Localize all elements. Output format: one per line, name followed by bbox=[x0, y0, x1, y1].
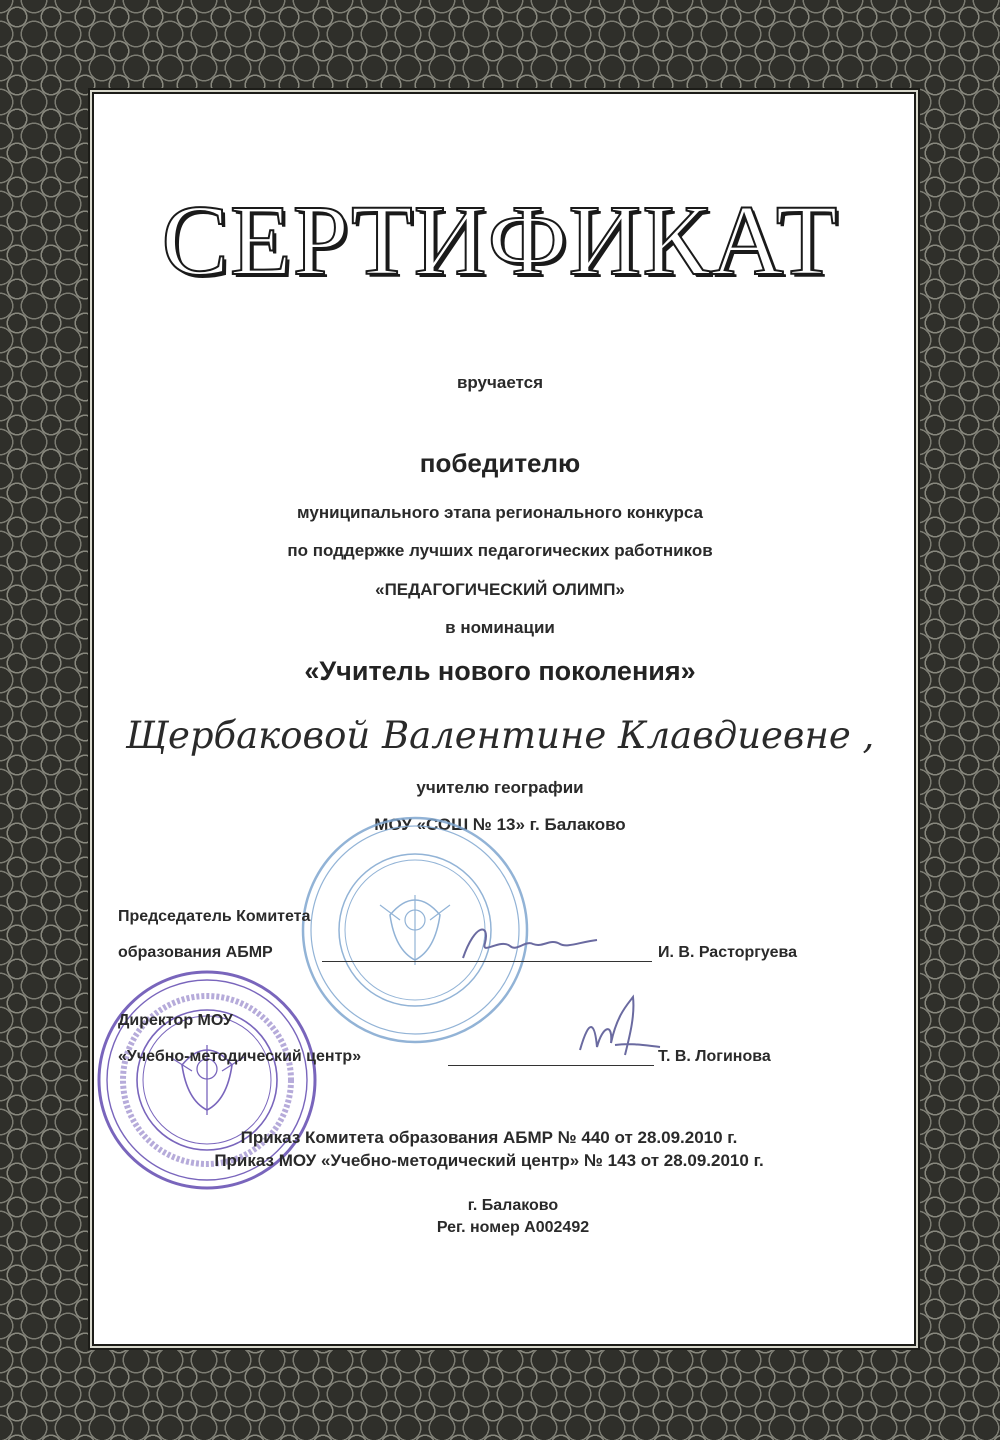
order-line-1: Приказ Комитета образования АБМР № 440 от 28.09.2010 г. bbox=[240, 1128, 738, 1147]
city-text: г. Балаково bbox=[467, 1197, 559, 1214]
signature-1-title-line-2: образования АБМР bbox=[118, 944, 273, 961]
certificate-title: СЕРТИФИКАТ bbox=[161, 184, 839, 296]
signature-1-name: И. В. Расторгуева bbox=[658, 944, 798, 961]
order-line-2: Приказ МОУ «Учебно-методический центр» № 143 от 28.09.2010 г. bbox=[214, 1151, 764, 1170]
contest-line-2: по поддержке лучших педагогических работников bbox=[287, 541, 713, 560]
contest-line-1: муниципального этапа регионального конкурса bbox=[297, 503, 703, 522]
registration-number: Рег. номер А002492 bbox=[436, 1219, 590, 1236]
signature-2-name: Т. В. Логинова bbox=[658, 1048, 771, 1065]
contest-name: «ПЕДАГОГИЧЕСКИЙ ОЛИМП» bbox=[375, 580, 625, 599]
signature-1-scribble bbox=[455, 918, 605, 968]
winner-text: победителю bbox=[419, 448, 581, 478]
signature-2-title-line-2: «Учебно-методический центр» bbox=[118, 1048, 362, 1065]
signature-2-line bbox=[448, 1065, 654, 1066]
nomination-title: «Учитель нового поколения» bbox=[304, 656, 696, 686]
signature-2-title-line-1: Директор МОУ bbox=[118, 1012, 233, 1029]
signature-2-scribble bbox=[575, 985, 665, 1065]
awarded-text: вручается bbox=[456, 373, 544, 392]
recipient-position: учителю географии bbox=[416, 778, 584, 797]
signature-1-title-line-1: Председатель Комитета bbox=[118, 908, 311, 925]
school-name: МОУ «СОШ № 13» г. Балаково bbox=[374, 815, 626, 834]
nomination-label: в номинации bbox=[445, 618, 555, 637]
recipient-name: Щербаковой Валентине Клавдиевне , bbox=[125, 714, 875, 757]
